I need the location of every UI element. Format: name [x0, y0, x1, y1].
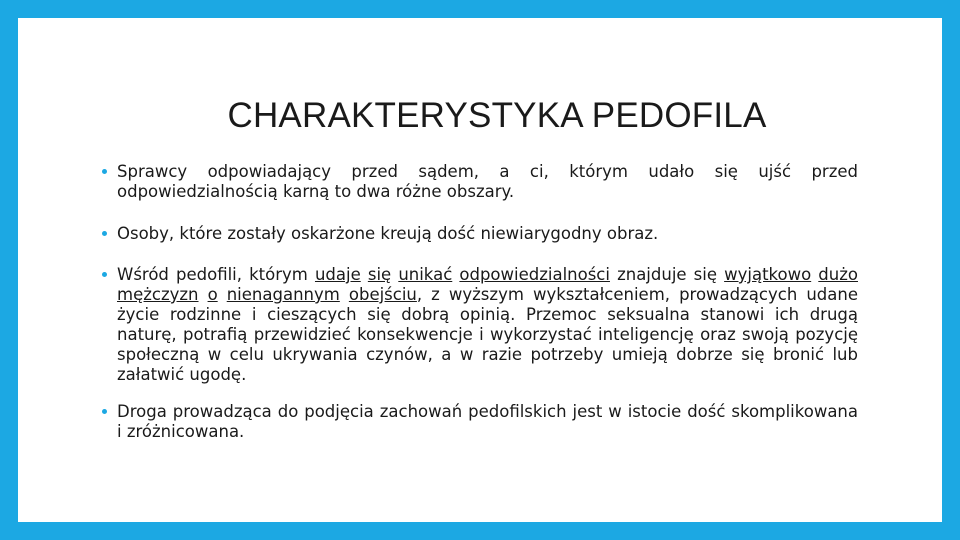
text-segment: , z wyższym wykształceniem, prowadzących udane życie rodzinne i cieszących się dobrą opinią. Przemoc seksualna stanowi ich drugą naturę, potrafią przewidzieć konsekwencje i wykorzystać inteligencję oraz swoją pozycję społeczną w celu ukrywania czynów, a w razie potrzeby umieją dobrze się bronić lub załatwić ugodę.	[117, 285, 858, 384]
bullet-list	[102, 162, 858, 463]
text-segment	[340, 285, 349, 304]
bullet-item	[102, 224, 858, 244]
underlined-segment: o	[207, 285, 218, 304]
underlined-segment: unikać	[398, 265, 453, 284]
underlined-segment: wyjątkowo	[724, 265, 812, 284]
underlined-segment: udaje	[314, 265, 361, 284]
text-segment	[361, 265, 368, 284]
bullet-item	[102, 265, 858, 385]
bullet-dot-icon	[102, 409, 107, 414]
bullet-text	[117, 265, 858, 384]
text-segment: Wśród pedofili, którym	[117, 265, 315, 284]
bullet-item	[102, 162, 858, 202]
underlined-segment: się	[367, 265, 392, 284]
text-segment	[199, 285, 208, 304]
underlined-segment: nienagannym	[226, 285, 340, 304]
bullet-dot-icon	[102, 231, 107, 236]
bullet-text: Sprawcy odpowiadający przed sądem, a ci, którym udało się ujść przed odpowiedzialnością karną to dwa różne obszary.	[117, 162, 858, 201]
text-segment: znajduje się	[609, 265, 725, 284]
bullet-dot-icon	[102, 169, 107, 174]
bullet-text: Osoby, które zostały oskarżone kreują dość niewiarygodny obraz.	[117, 224, 659, 243]
underlined-segment: mężczyzn	[117, 285, 199, 304]
underlined-segment: dużo	[818, 265, 858, 284]
underlined-segment: obejściu	[348, 285, 417, 304]
slide-title: CHARAKTERYSTYKA PEDOFILA	[227, 96, 767, 135]
bullet-dot-icon	[102, 272, 107, 277]
bullet-item	[102, 402, 858, 442]
underlined-segment: odpowiedzialności	[459, 265, 610, 284]
text-segment	[218, 285, 227, 304]
bullet-text: Droga prowadząca do podjęcia zachowań pedofilskich jest w istocie dość skomplikowana i zróżnicowana.	[117, 402, 858, 441]
